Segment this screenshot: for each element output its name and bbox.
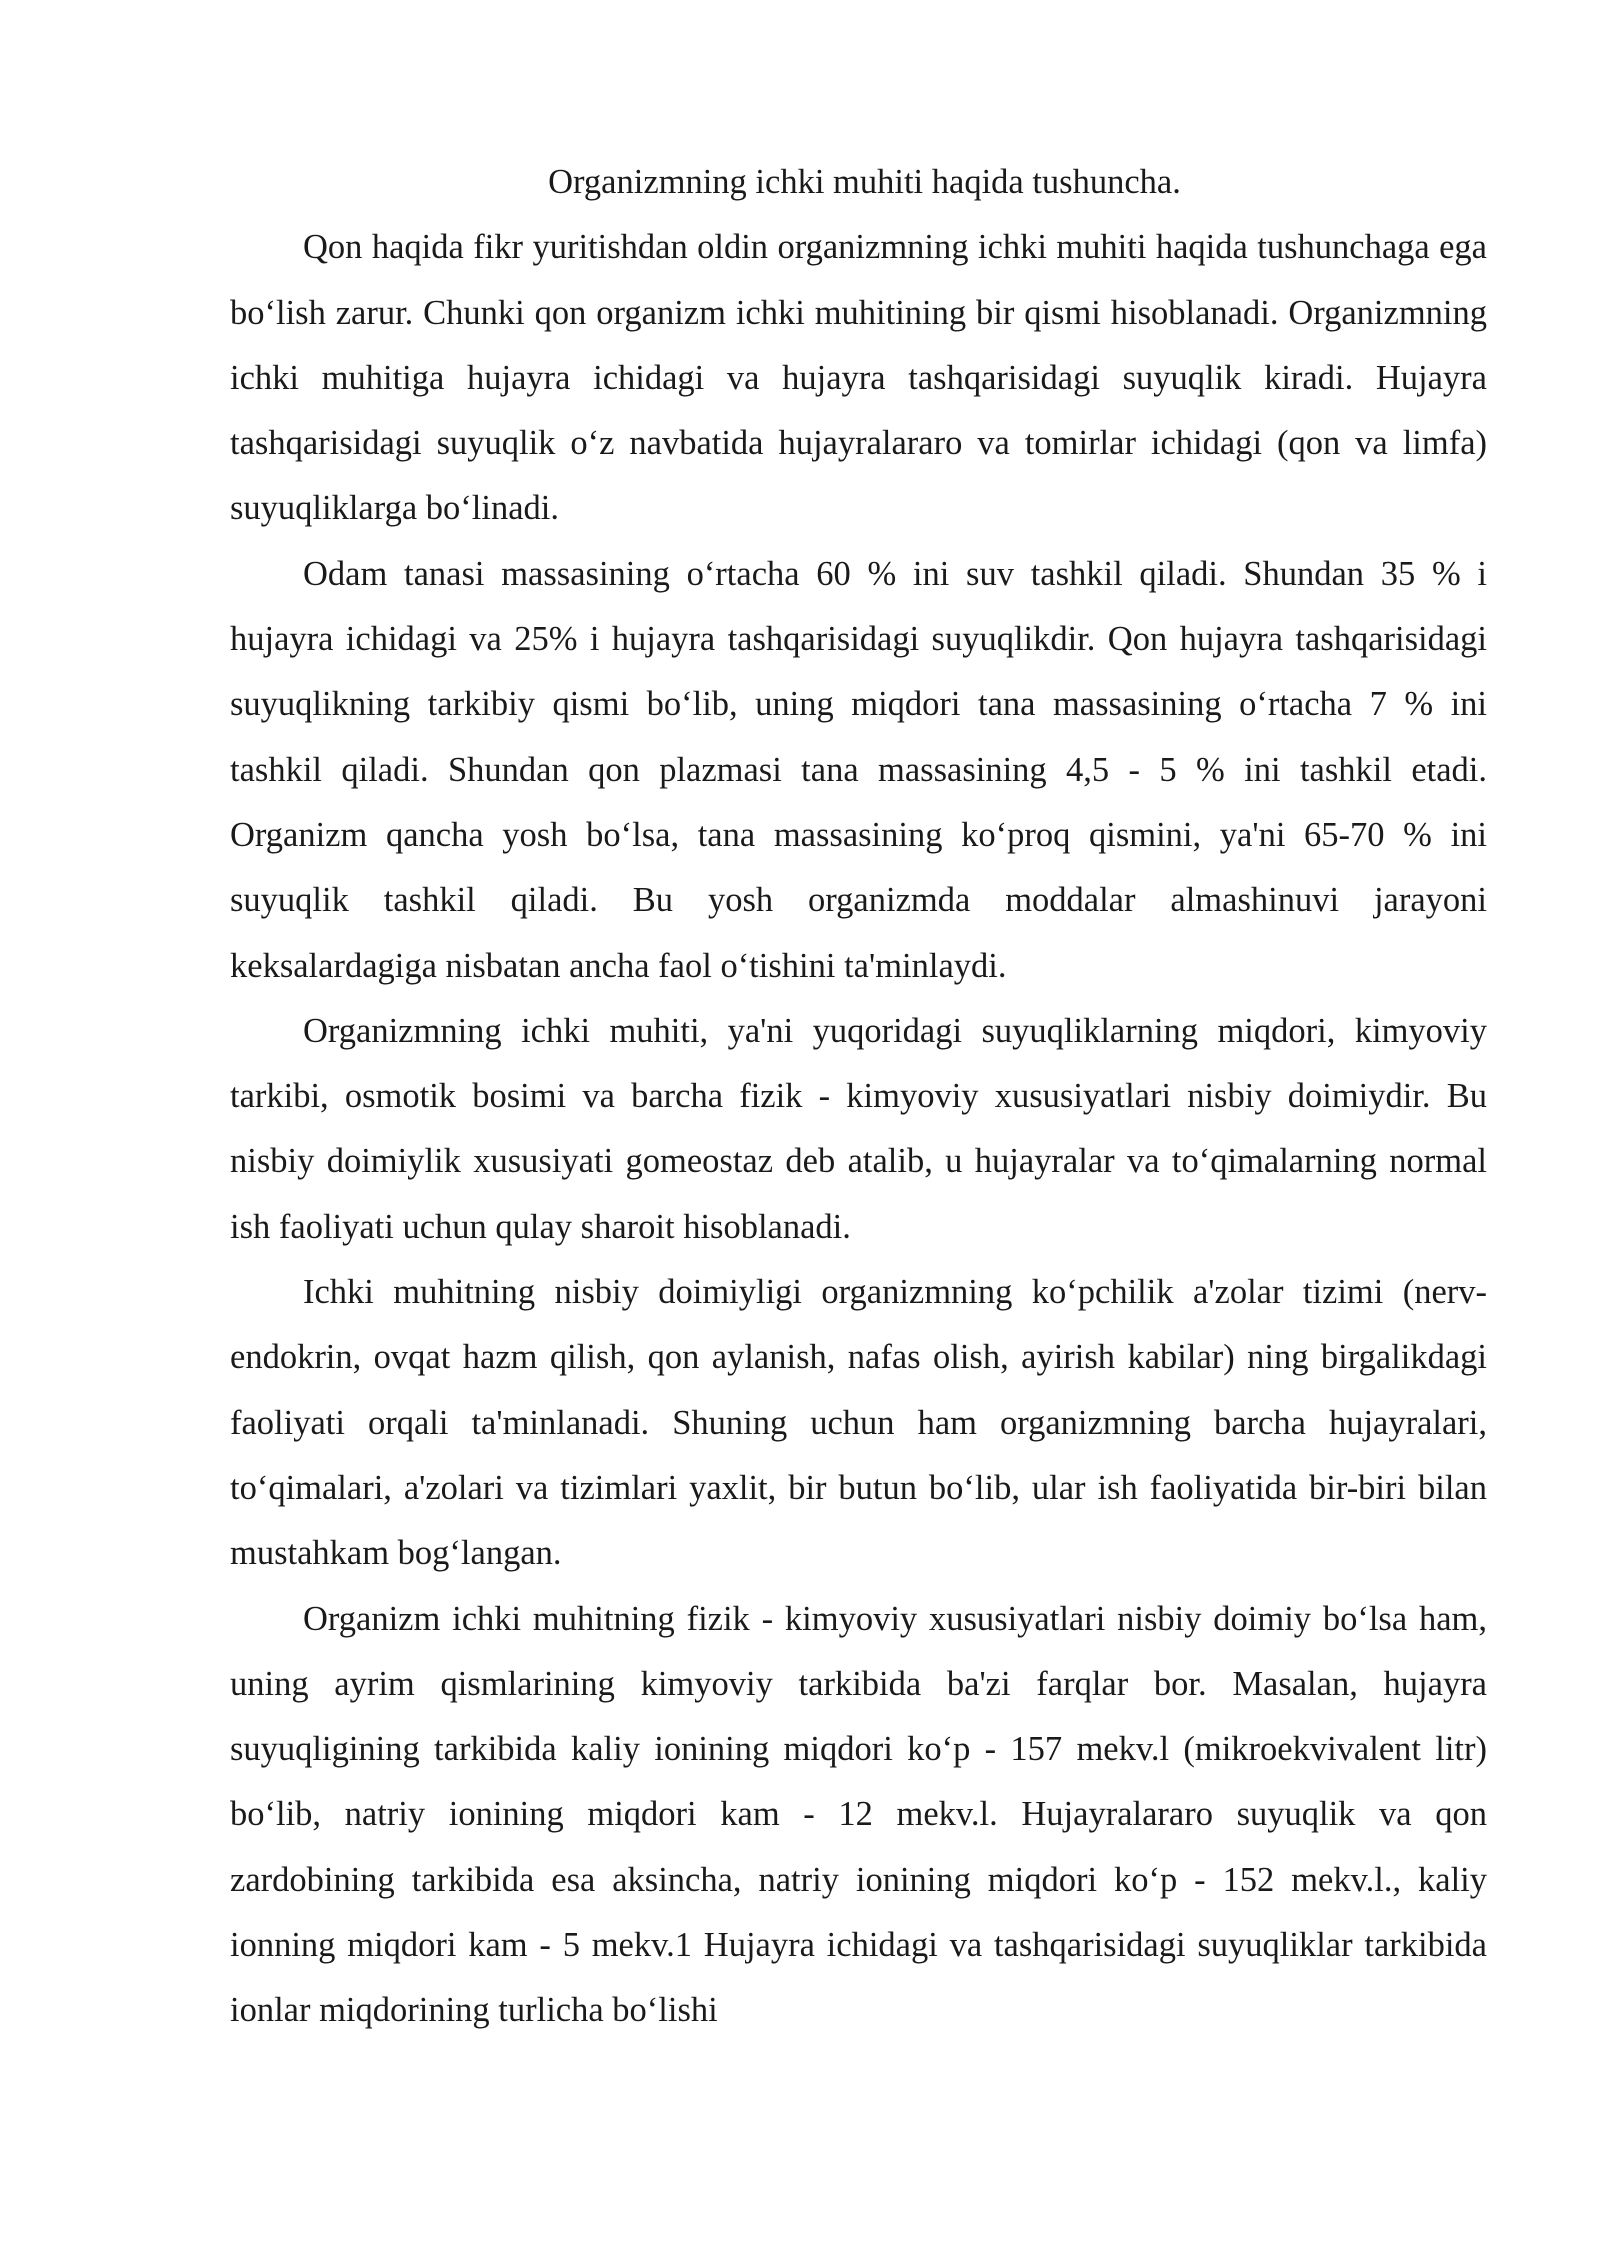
paragraph-5: Organizm ichki muhitning fizik - kimyoviy xususiyatlari nisbiy doimiy bo‘lsa ham, uning ayrim qismlarining kimyoviy tarkibida ba'zi farqlar bor. Masalan, hujayra suyuqligining tarkibida kaliy ionining miqdori ko‘p - 157 mekv.l (mikroekvivalent litr) bo‘lib, natriy ionining miqdori kam - 12 mekv.l. Hujayralararo suyuqlik va qon zardobining tarkibida esa aksincha, natriy ionining miqdori ko‘p - 152 mekv.l., kaliy ionning miqdori kam - 5 mekv.1 Hujayra ichidagi va tashqarisidagi suyuqliklar tarkibida ionlar miqdorining turlicha bo‘lishi — [230, 1599, 1487, 2030]
paragraph-1: Qon haqida fikr yuritishdan oldin organizmning ichki muhiti haqida tushunchaga ega bo‘lish zarur. Chunki qon organizm ichki muhitining bir qismi hisoblanadi. Organizmning ichki muhitiga hujayra ichidagi va hujayra tashqarisidagi suyuqlik kiradi. Hujayra tashqarisidagi suyuqlik o‘z navbatida hujayralararo va tomirlar ichidagi (qon va limfa) suyuqliklarga bo‘linadi. — [230, 228, 1487, 528]
document-body — [230, 150, 1487, 2044]
paragraph-4: Ichki muhitning nisbiy doimiyligi organizmning ko‘pchilik a'zolar tizimi (nerv-endokrin, ovqat hazm qilish, qon aylanish, nafas olish, ayirish kabilar) ning birgalikdagi faoliyati orqali ta'minlanadi. Shuning uchun ham organizmning barcha hujayralari, to‘qimalari, a'zolari va tizimlari yaxlit, bir butun bo‘lib, ular ish faoliyatida bir-biri bilan mustahkam bog‘langan. — [230, 1273, 1487, 1573]
paragraph-3: Organizmning ichki muhiti, ya'ni yuqoridagi suyuqliklarning miqdori, kimyoviy tarkibi, osmotik bosimi va barcha fizik - kimyoviy xususiyatlari nisbiy doimiydir. Bu nisbiy doimiylik xususiyati gomeostaz deb atalib, u hujayralar va to‘qimalarning normal ish faoliyati uchun qulay sharoit hisoblanadi. — [230, 1011, 1487, 1246]
paragraph-2: Odam tanasi massasining o‘rtacha 60 % ini suv tashkil qiladi. Shundan 35 % i hujayra ichidagi va 25% i hujayra tashqarisidagi suyuqlikdir. Qon hujayra tashqarisidagi suyuqlikning tarkibiy qismi bo‘lib, uning miqdori tana massasining o‘rtacha 7 % ini tashkil qiladi. Shundan qon plazmasi tana massasining 4,5 - 5 % ini tashkil etadi. Organizm qancha yosh bo‘lsa, tana massasining ko‘proq qismini, ya'ni 65-70 % ini suyuqlik tashkil qiladi. Bu yosh organizmda moddalar almashinuvi jarayoni keksalardagiga nisbatan ancha faol o‘tishini ta'minlaydi. — [230, 554, 1487, 985]
document-title: Organizmning ichki muhiti haqida tushuncha. — [548, 163, 1181, 201]
